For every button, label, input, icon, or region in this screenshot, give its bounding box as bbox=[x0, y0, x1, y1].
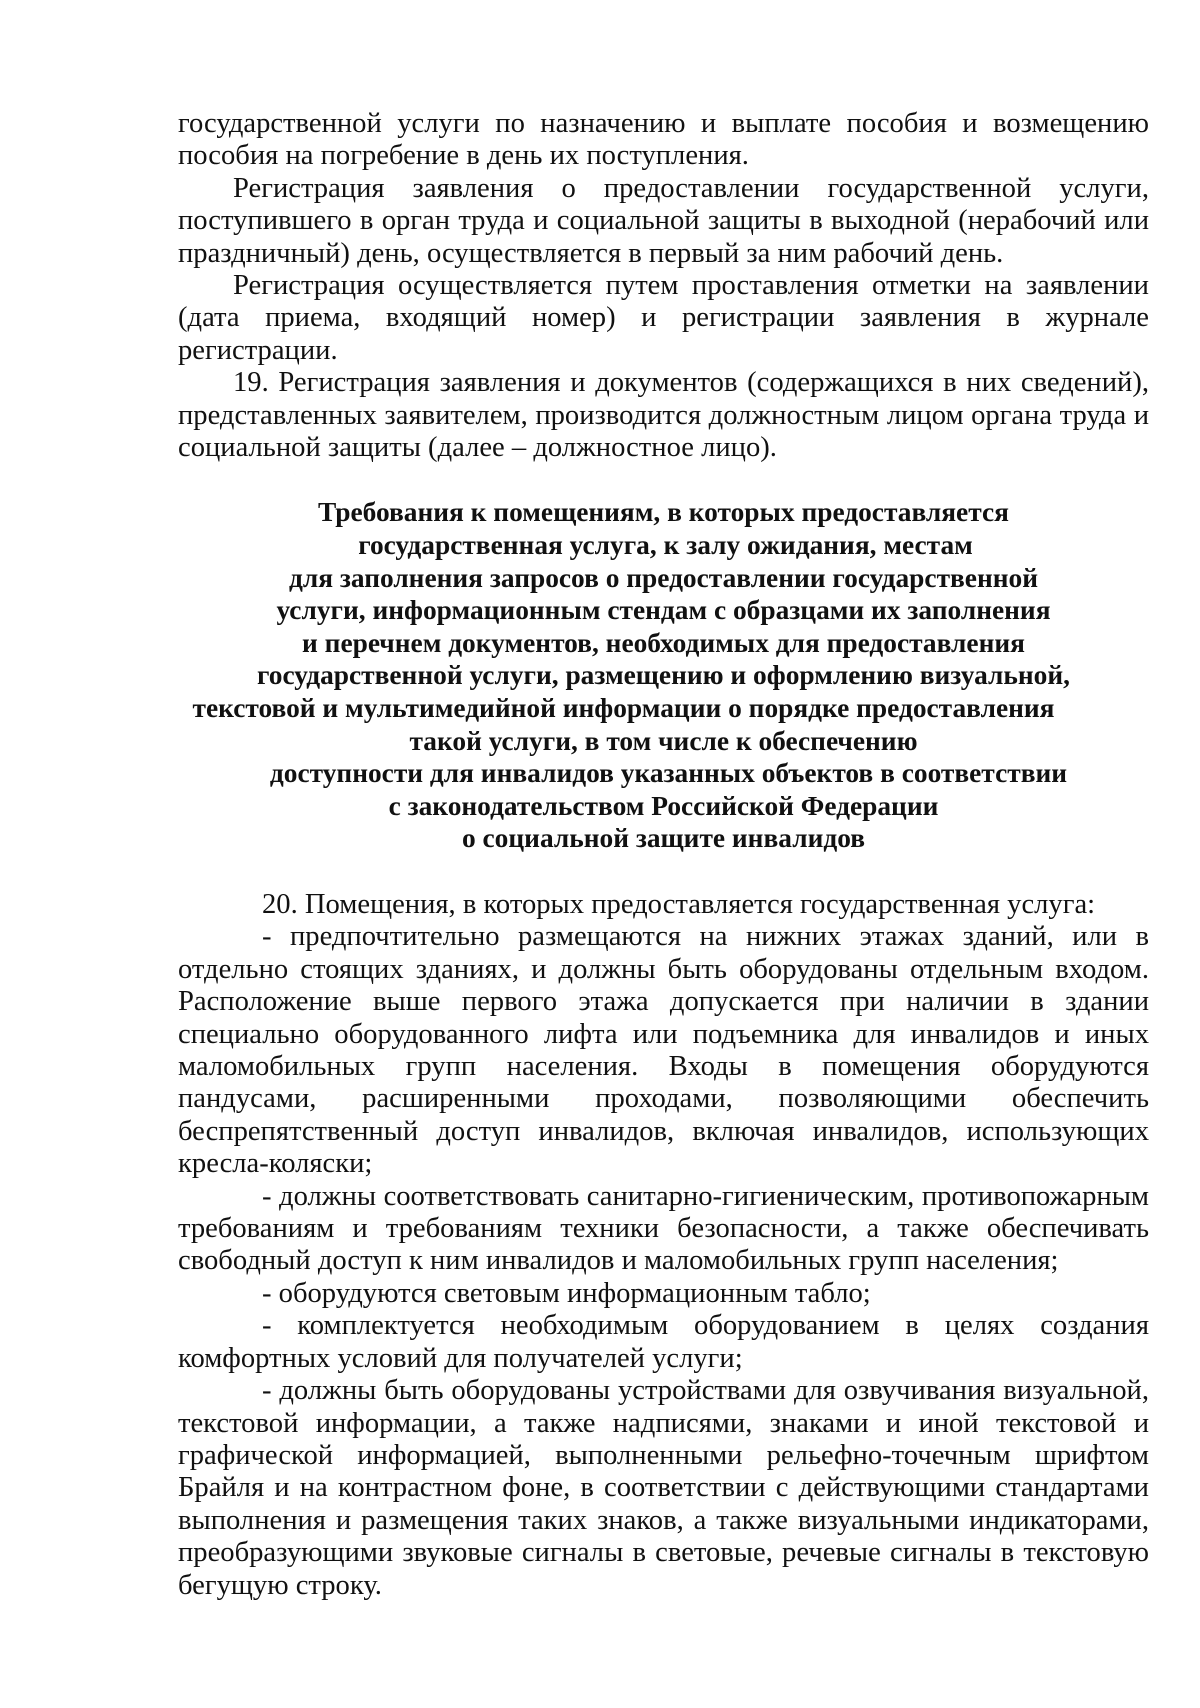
list-item-equipment: - комплектуется необходимым оборудованием в целях создания комфортных условий для получателей услуги; bbox=[178, 1310, 1149, 1374]
heading-line: о социальной защите инвалидов bbox=[461, 823, 866, 854]
list-item-placement: - предпочтительно размещаются на нижних этажах зданий, или в отдельно стоящих зданиях, и должны быть оборудованы отдельным входом. Расположение выше первого этажа допускается при наличии в здании специально оборудованного лифта или подъемника для инвалидов и иных маломобильных групп населения. Входы в помещения оборудуются пандусами, расширенными проходами, позволяющими обеспечить беспрепятственный доступ инвалидов, включая инвалидов, использующих кресла-коляски; bbox=[178, 921, 1149, 1180]
heading-line: доступности для инвалидов указанных объектов в соответствии bbox=[269, 758, 1068, 789]
list-item-accessibility-devices: - должны быть оборудованы устройствами для озвучивания визуальной, текстовой информации, а также надписями, знаками и иной текстовой и графической информацией, выполненными рельефно-точечным шрифтом Брайля и на контрастном фоне, в соответствии с действующими стандартами выполнения и размещения таких знаков, а также визуальными индикаторами, преобразующими звуковые сигналы в световые, речевые сигналы в текстовую бегущую строку. bbox=[178, 1375, 1149, 1601]
document-page bbox=[178, 108, 1149, 1602]
list-item-sanitary: - должны соответствовать санитарно-гигиеническим, противопожарным требованиям и требованиям техники безопасности, а также обеспечивать свободный доступ к ним инвалидов и маломобильных групп населения; bbox=[178, 1180, 1149, 1277]
paragraph-registration-weekend: Регистрация заявления о предоставлении государственной услуги, поступившего в орган труда и социальной защиты в выходной (нерабочий или праздничный) день, осуществляется в первый за ним рабочий день. bbox=[178, 172, 1149, 269]
heading-line: такой услуги, в том числе к обеспечению bbox=[409, 725, 918, 756]
heading-line: услуги, информационным стендам с образцами их заполнения bbox=[276, 595, 1051, 626]
heading-line: Требования к помещениям, в которых предоставляется bbox=[318, 497, 1009, 528]
heading-line: для заполнения запросов о предоставлении государственной bbox=[288, 562, 1039, 593]
list-item-light-board: - оборудуются световым информационным табло; bbox=[262, 1277, 871, 1309]
section-heading bbox=[178, 496, 1149, 855]
paragraph-item-19: 19. Регистрация заявления и документов (содержащихся в них сведений), представленных заявителем, производится должностным лицом органа труда и социальной защиты (далее – должностное лицо). bbox=[178, 367, 1149, 464]
heading-line: с законодательством Российской Федерации bbox=[388, 790, 939, 821]
paragraph-item-20: 20. Помещения, в которых предоставляется государственная услуга: bbox=[262, 889, 1096, 920]
heading-line: государственная услуга, к залу ожидания, местам bbox=[358, 530, 973, 561]
heading-line: текстовой и мультимедийной информации о порядке предоставления bbox=[192, 693, 1055, 724]
heading-line: государственной услуги, размещению и оформлению визуальной, bbox=[257, 660, 1070, 691]
heading-line: и перечнем документов, необходимых для предоставления bbox=[302, 627, 1025, 658]
paragraph-registration-method: Регистрация осуществляется путем проставления отметки на заявлении (дата приема, входящий номер) и регистрации заявления в журнале регистрации. bbox=[178, 270, 1149, 366]
paragraph-registration-continuation: государственной услуги по назначению и выплате пособия и возмещению пособия на погребение в день их поступления. bbox=[178, 108, 1149, 172]
